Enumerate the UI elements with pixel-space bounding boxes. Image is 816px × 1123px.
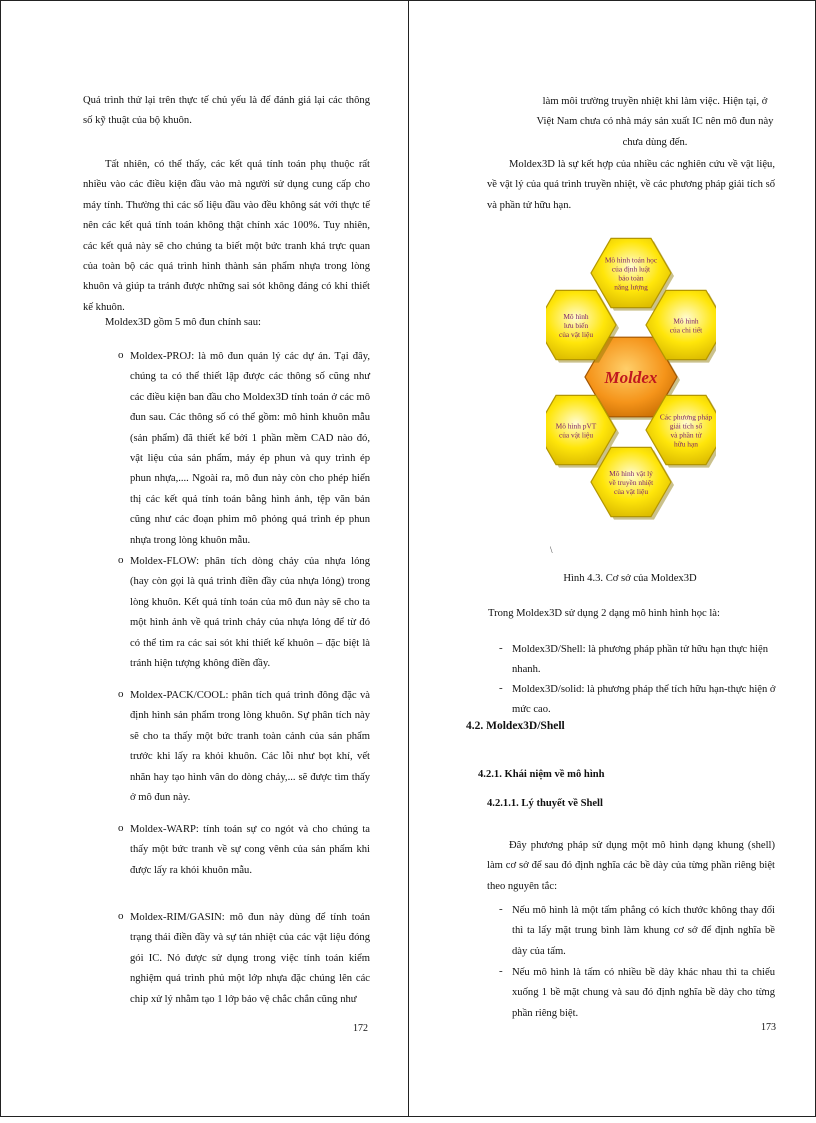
moldex-basis-diagram — [546, 205, 716, 560]
paragraph-geometry-types: Trong Moldex3D sử dụng 2 dạng mô hình hình học là: — [488, 608, 720, 619]
dash-marker: - — [499, 903, 503, 915]
page-number: 173 — [761, 1022, 776, 1033]
bullet-marker: o — [118, 688, 124, 700]
center-label: Moldex — [604, 368, 658, 387]
section-heading-4-2-1: 4.2.1. Khái niệm về mô hình — [478, 769, 605, 780]
shell-rule-variable: Nếu mô hình là tấm có nhiều bề dày khác nhau thì ta chiếu xuống 1 bề mặt chung và sau đó định nghĩa bề dày cho từng phần riêng biệt. — [512, 967, 775, 1019]
paragraph-moldex-basis: Moldex3D là sự kết hợp của nhiều các nghiên cứu về vật liệu, về vật lý của quá trình truyền nhiệt, về các phương pháp giải tích số và phần tử hữu hạn. — [487, 159, 775, 211]
figure-caption: Hình 4.3. Cơ sở của Moldex3D — [563, 572, 697, 584]
left-page — [0, 0, 409, 1117]
section-heading-4-2-1-1: 4.2.1.1. Lý thuyết về Shell — [487, 798, 603, 809]
bullet-marker: o — [118, 822, 124, 834]
corner-mark: \ — [550, 545, 553, 555]
dash-marker: - — [499, 682, 503, 694]
module-item-pack-cool: Moldex-PACK/COOL: phân tích quá trình đông đặc và định hình sản phẩm trong lòng khuôn. Sự phân tích này sẽ cho ta thấy một bức tranh toàn cảnh của sản phẩm trước khi lấy ra khỏi khuôn. Các lỗi như bọt khí, vết nhăn hay tạo hình vân do dòng chảy,... sẽ được tìm thấy ở mô đun này. — [130, 690, 370, 804]
hexagon-label-2: Mô hình lưu biến của vật liệu — [558, 312, 594, 339]
page-number: 172 — [353, 1023, 368, 1034]
bullet-marker: o — [118, 910, 124, 922]
module-item-warp: Moldex-WARP: tính toán sự co ngót và cho chúng ta thấy một bức tranh về sự cong vênh của sản phẩm khi được lấy ra khỏi khuôn mẫu. — [130, 824, 370, 876]
geometry-item-solid: Moldex3D/solid: là phương pháp thể tích hữu hạn-thực hiện ở mức cao. — [512, 684, 776, 716]
hexagon-label-6: Mô hình vật lý về truyền nhiệt của vật liệu — [608, 469, 654, 496]
module-item-flow: Moldex-FLOW: phân tích dòng chảy của nhựa lỏng (hay còn gọi là quá trình điền đầy của nhựa lỏng) trong lòng khuôn. Kết quả tính toán của mô đun này sẽ cho ta một hình ảnh về quá trình chảy của nhựa lỏng để từ đó có thể tìm ra các sai sót khi thiết kế khuôn – đặc biệt là tránh hiện tượng không điền đầy. — [130, 556, 370, 670]
paragraph-modules-intro: Moldex3D gồm 5 mô đun chính sau: — [105, 317, 261, 328]
section-heading-4-2: 4.2. Moldex3D/Shell — [466, 720, 565, 732]
bullet-marker: o — [118, 349, 124, 361]
hexagon-label-5: Các phương pháp giải tích số và phần tử hữu hạn — [659, 412, 713, 449]
hexagon-label-4: Mô hình pVT của vật liệu — [555, 421, 597, 440]
paragraph-shell-method: Đây phương pháp sử dụng một mô hình dạng khung (shell) làm cơ sở để sau đó định nghĩa các bề dày của từng phần riêng biệt theo nguyên tắc: — [487, 840, 775, 892]
dash-marker: - — [499, 965, 503, 977]
module-item-rim-gasin: Moldex-RIM/GASIN: mô đun này dùng để tính toán trạng thái điền đầy và sự tản nhiệt của các vật liệu đóng gói IC. Nó được sử dụng trong việc tính toán kiểm nghiệm quá trình phủ một lớp nhựa đặc chúng lên các chip xử lý nhằm tạo 1 lớp bảo vệ chắc chắn cũng như — [130, 912, 370, 1005]
shell-rule-flat: Nếu mô hình là một tấm phẳng có kích thước không thay đổi thì ta lấy mặt trung bình làm khung cơ sở để định nghĩa bề dày của tấm. — [512, 905, 775, 957]
module-item-proj: Moldex-PROJ: là mô đun quản lý các dự án. Tại đây, chúng ta có thể thiết lập được các thông số cũng như các điều kiện ban đầu cho Moldex3D tính toán ở các mô đun sau. Các thông số có thể gồm: mô hình khuôn mẫu (sản phẩm) đã thiết kế bởi 1 phần mềm CAD nào đó, vật liệu của sản phẩm, máy ép phun và quy trình ép phun nhựa,.... Ngoài ra, mô đun này còn cho phép hiển thị các kết quả tính toán bằng hình ảnh, tệp văn bản cũng như các đoạn phim mô phỏng quá trình ép phun nhựa trong lòng khuôn mẫu. — [130, 351, 370, 546]
paragraph-continuation: làm môi trường truyền nhiệt khi làm việc. Hiện tại, ở Việt Nam chưa có nhà máy sản xuất IC nên mô đun này chưa dùng đến. — [536, 96, 774, 148]
dash-marker: - — [499, 642, 503, 654]
hexagon-label-3: Mô hình của chi tiết — [669, 316, 703, 335]
geometry-item-shell: Moldex3D/Shell: là phương pháp phần tử hữu hạn thực hiện nhanh. — [512, 644, 769, 676]
hexagon-label-1: Mô hình toán học của định luật bảo toàn năng lượng — [604, 255, 658, 292]
paragraph-results: Tất nhiên, có thể thấy, các kết quả tính toán phụ thuộc rất nhiều vào các điều kiện đầu vào mà người sử dụng cung cấp cho máy tính. Thường thì các số liệu đầu vào đều không sát với thực tế nên các kết quả tính toán không thật chính xác 100%. Tuy nhiên, các kết quả này sẽ cho chúng ta biết một bức tranh khá trực quan của toàn bộ các quá trình hình thành sản phẩm nhựa trong lòng khuôn và giúp ta tránh được những sai sót không đáng có khi thiết kế khuôn. — [83, 159, 370, 313]
paragraph-trial: Quá trình thử lại trên thực tế chủ yếu là để đánh giá lại các thông số kỹ thuật của bộ khuôn. — [83, 95, 370, 127]
bullet-marker: o — [118, 554, 124, 566]
